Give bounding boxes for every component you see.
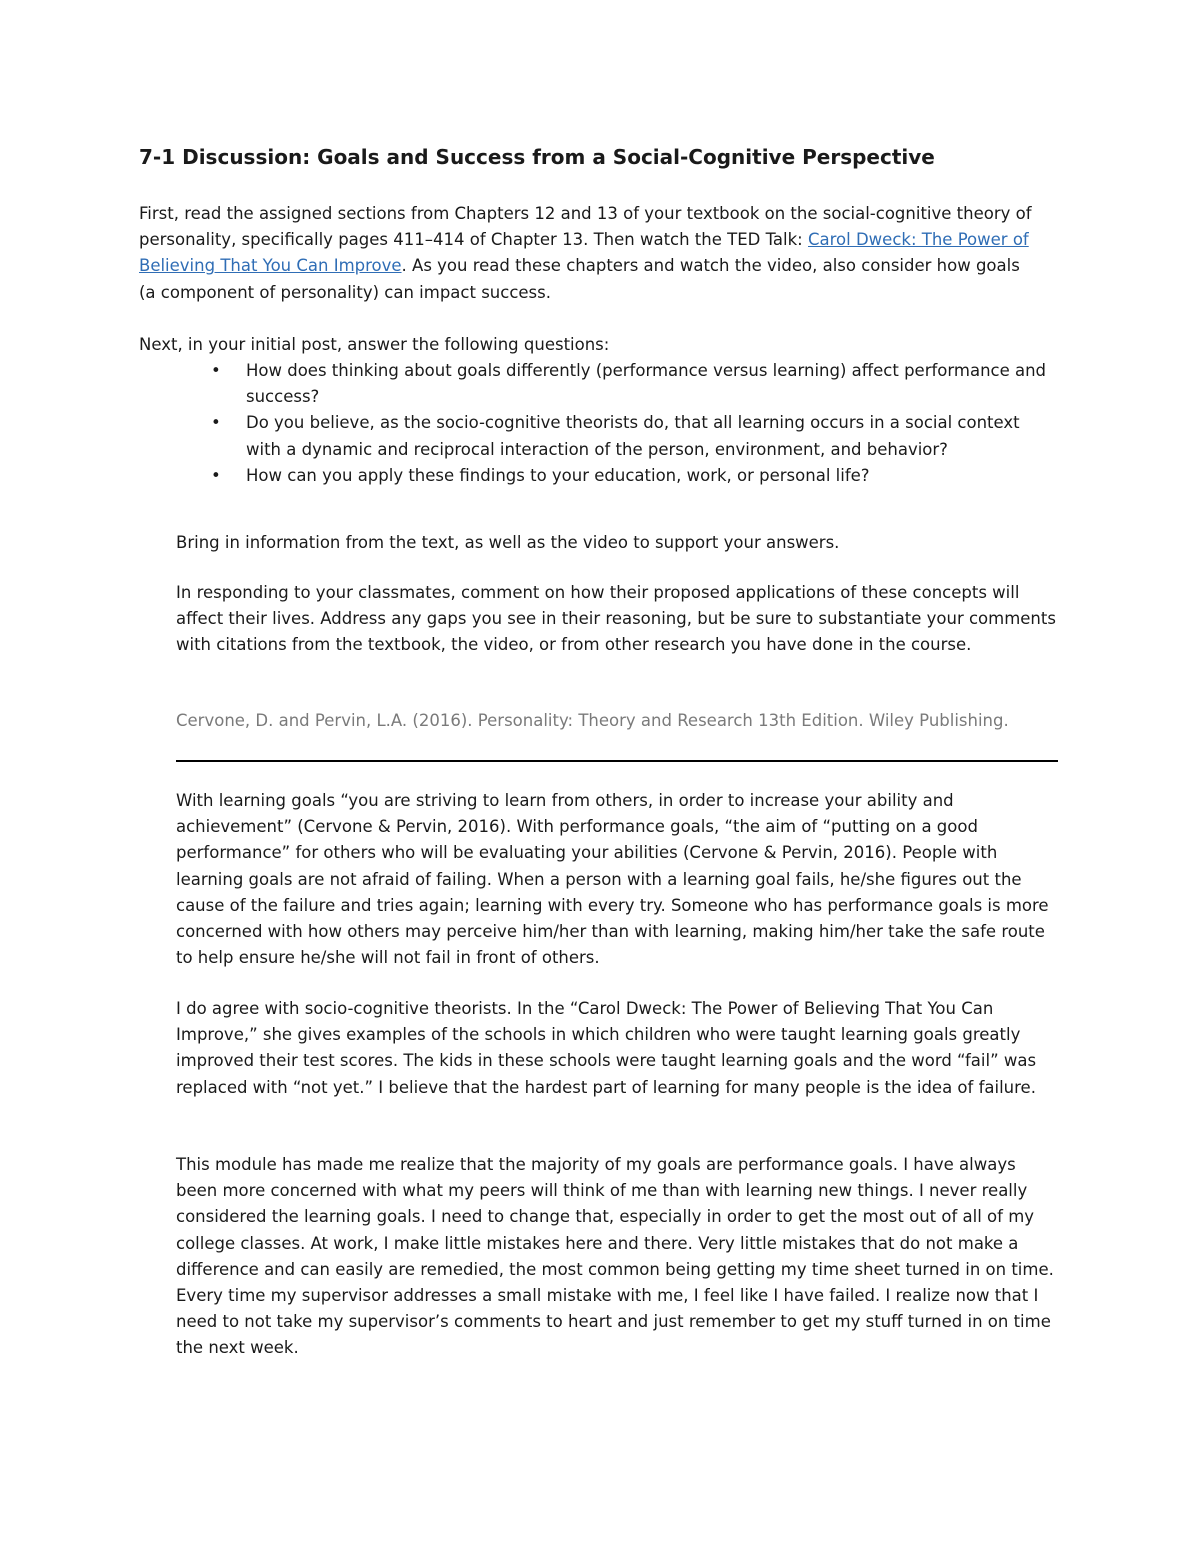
divider — [176, 760, 1058, 762]
questions-intro: Next, in your initial post, answer the following questions: — [139, 335, 610, 354]
intro-paragraph — [139, 201, 1039, 306]
ted-talk-link[interactable]: Carol Dweck: The Power of Believing That You Can Improve — [139, 230, 1029, 276]
intro-text: First, read the assigned sections from Chapters 12 and 13 of your textbook on the social-cognitive theory of personality, specifically pages 411–414 of Chapter 13. Then watch the TED Talk: — [139, 204, 1032, 250]
bullet-icon: • — [211, 361, 221, 380]
answer-paragraph-3: This module has made me realize that the majority of my goals are performance goals. I have always been more concerned with what my peers will think of me than with learning new things. I never really considered the learning goals. I need to change that, especially in order to get the most out of all of my college classes. At work, I make little mistakes here and there. Very little mistakes that do not make a difference and can easily are remedied, the most common being getting my time sheet turned in on time. Every time my supervisor addresses a small mistake with me, I feel like I have failed. I realize now that I need to not take my supervisor’s comments to heart and just remember to get my stuff turned in on time the next week. — [176, 1155, 1054, 1358]
question-text: Do you believe, as the socio-cognitive theorists do, that all learning occurs in a social context with a dynamic and reciprocal interaction of the person, environment, and behavior? — [246, 413, 1020, 459]
citation: Cervone, D. and Pervin, L.A. (2016). Personality: Theory and Research 13th Edition. Wiley Publishing. — [176, 711, 1009, 730]
question-item — [139, 463, 1059, 489]
question-item — [139, 358, 1059, 410]
page-title: 7-1 Discussion: Goals and Success from a Social-Cognitive Perspective — [139, 145, 935, 169]
bullet-icon: • — [211, 465, 221, 485]
question-item — [139, 410, 1059, 462]
answer-paragraph-2: I do agree with socio-cognitive theorists. In the “Carol Dweck: The Power of Believing That You Can Improve,” she gives examples of the schools in which children who were taught learning goals greatly improved their test scores. The kids in these schools were taught learning goals and the word “fail” was replaced with “not yet.” I believe that the hardest part of learning for many people is the idea of failure. — [176, 999, 1037, 1097]
responding-paragraph: In responding to your classmates, comment on how their proposed applications of these concepts will affect their lives. Address any gaps you see in their reasoning, but be sure to substantiate your comments with citations from the textbook, the video, or from other research you have done in the course. — [176, 583, 1056, 655]
bring-info-paragraph: Bring in information from the text, as well as the video to support your answers. — [176, 533, 840, 552]
question-list — [139, 358, 1059, 489]
answer-paragraph-1: With learning goals “you are striving to learn from others, in order to increase your ability and achievement” (Cervone & Pervin, 2016). With performance goals, “the aim of “putting on a good performance” for others who will be evaluating your abilities (Cervone & Pervin, 2016). People with learning goals are not afraid of failing. When a person with a learning goal fails, he/she figures out the cause of the failure and tries again; learning with every try. Someone who has performance goals is more concerned with how others may perceive him/her than with learning, making him/her take the safe route to help ensure he/she will not fail in front of others. — [176, 791, 1049, 968]
question-text: How can you apply these findings to your education, work, or personal life? — [246, 465, 870, 485]
question-text: How does thinking about goals differently (performance versus learning) affect performance and success? — [246, 361, 1047, 407]
intro-text-end: . As you read these chapters and watch the video, also consider how goals (a component of personality) can impact success. — [139, 256, 1020, 302]
bullet-icon: • — [211, 413, 221, 433]
